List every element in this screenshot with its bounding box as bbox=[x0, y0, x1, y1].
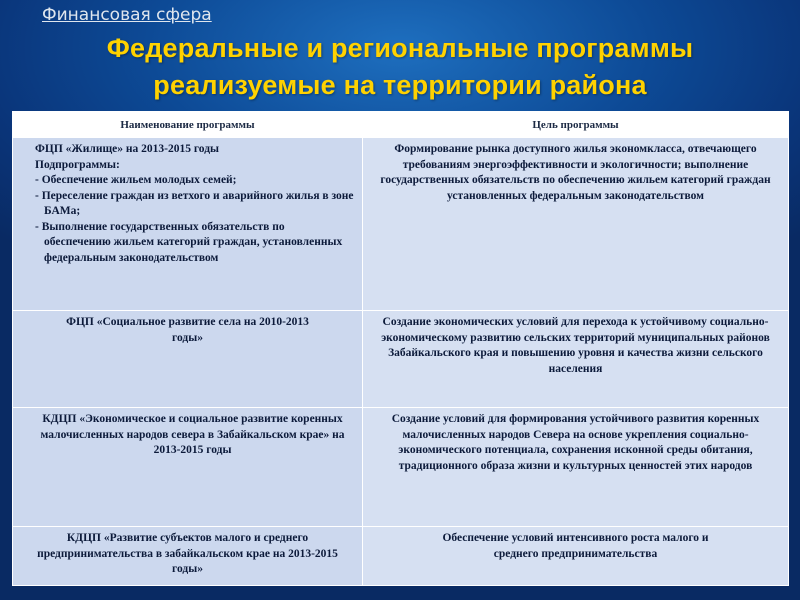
program-name-cell: КДЦП «Экономическое и социальное развитие коренных малочисленных народов севера в Забайкальском крае» на 2013-2015 годы bbox=[13, 408, 363, 527]
table-row bbox=[13, 408, 789, 527]
table-row bbox=[13, 527, 789, 586]
program-goal-cell: Формирование рынка доступного жилья экономкласса, отвечающего требованиям энергоэффективности и экологичности; выполнение государственных обязательств по обеспечению жильем категорий граждан установленных федеральным законодательством bbox=[363, 138, 789, 311]
list-item: - Переселение граждан из ветхого и аварийного жилья в зоне БАМа; bbox=[35, 189, 354, 220]
column-header-program-goal: Цель программы bbox=[363, 112, 789, 138]
program-goal-cell: Создание экономических условий для перехода к устойчивому социально-экономическому развитию сельских территорий муниципальных районов Забайкальского края и повышению уровня и качества жизни сельского населения bbox=[363, 311, 789, 408]
table-header-row bbox=[13, 112, 789, 138]
program-name-cell: КДЦП «Развитие субъектов малого и среднего предпринимательства в забайкальском крае на 2013-2015 годы» bbox=[13, 527, 363, 586]
subprograms-label: Подпрограммы: bbox=[35, 158, 120, 171]
program-goal-cell: Обеспечение условий интенсивного роста малого и среднего предпринимательства bbox=[363, 527, 789, 586]
list-item: - Обеспечение жильем молодых семей; bbox=[35, 173, 354, 189]
subprograms-list bbox=[35, 173, 354, 266]
page-title bbox=[0, 30, 800, 104]
program-goal-cell: Создание условий для формирования устойчивого развития коренных малочисленных народов Севера на основе укрепления социально-экономического потенциала, сохранения исконной среды обитания, традиционного образа жизни и культурных ценностей этих народов bbox=[363, 408, 789, 527]
page-title-line-1: Федеральные и региональные программы bbox=[106, 33, 694, 63]
program-name-cell: ФЦП «Социальное развитие села на 2010-2013 годы» bbox=[13, 311, 363, 408]
program-name-cell bbox=[13, 138, 363, 311]
column-header-program-name: Наименование программы bbox=[13, 112, 363, 138]
list-item: - Выполнение государственных обязательств по обеспечению жильем категорий граждан, установленных федеральным законодательством bbox=[35, 220, 354, 267]
programs-table bbox=[12, 111, 789, 586]
table-row bbox=[13, 311, 789, 408]
program-name: ФЦП «Жилище» на 2013-2015 годы bbox=[35, 143, 220, 155]
page-title-line-2: реализуемые на территории района bbox=[153, 70, 647, 100]
table-row bbox=[13, 138, 789, 311]
section-label: Финансовая сфера bbox=[42, 5, 212, 25]
